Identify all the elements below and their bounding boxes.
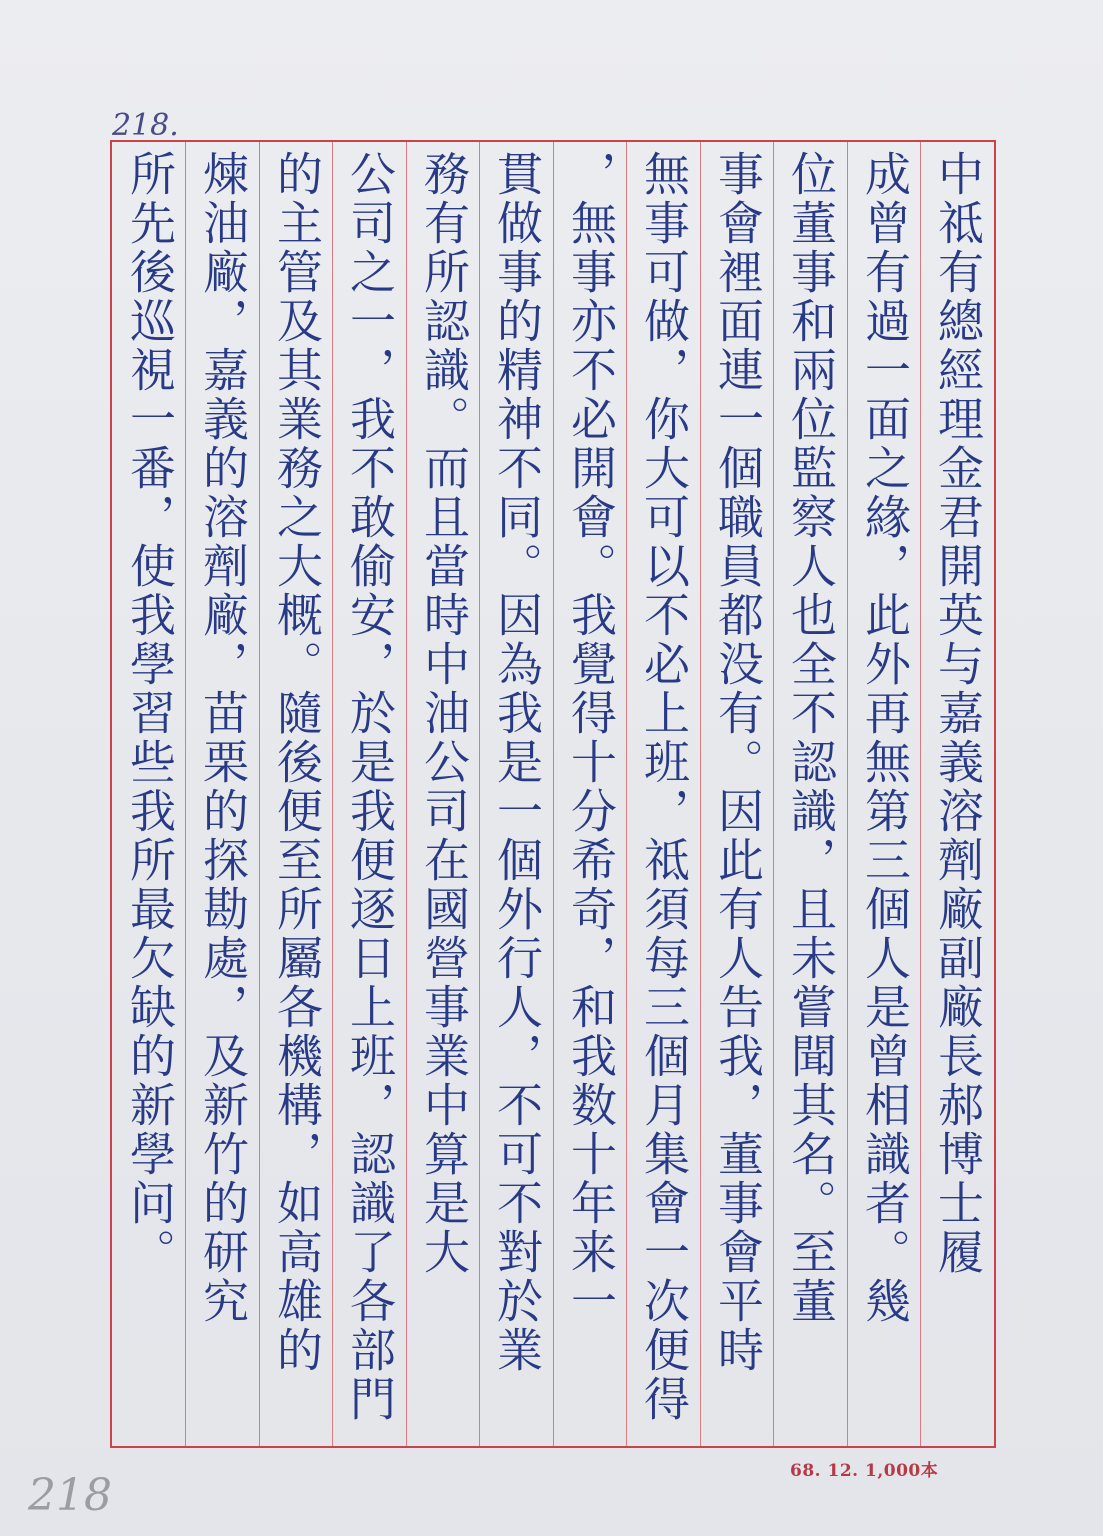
text-column-12: 所先後巡視一番，使我學習些我所最欠缺的新學问。 (123, 150, 177, 1277)
page-number-bottom: 218 (28, 1470, 112, 1521)
text-column-2: 成曾有過一面之緣，此外再無第三個人是曾相識者。幾 (858, 150, 912, 1326)
print-note: 68. 12. 1,000本 (790, 1461, 939, 1481)
text-column-4: 事會裡面連一個職員都没有。因此有人告我，董事會平時 (711, 150, 765, 1375)
page-number-top: 218. (112, 108, 179, 143)
text-column-7: 貫做事的精神不同。因為我是一個外行人，不可不對於業 (490, 150, 544, 1375)
text-column-8: 務有所認識。而且當時中油公司在國營事業中算是大 (417, 150, 471, 1277)
text-column-10: 的主管及其業務之大概。隨後便至所屬各機構，如高雄的 (270, 150, 324, 1375)
text-column-9: 公司之一，我不敢偷安，於是我便逐日上班，認識了各部門 (343, 150, 397, 1424)
text-column-11: 煉油廠，嘉義的溶劑廠，苗栗的探勘處，及新竹的研究 (196, 150, 250, 1326)
text-column-5: 無事可做，你大可以不必上班，祗須每三個月集會一次便得 (637, 150, 691, 1424)
manuscript-grid (110, 140, 996, 1448)
text-column-3: 位董事和兩位監察人也全不認識，且未嘗聞其名。至董 (784, 150, 838, 1326)
text-column-1: 中祗有總經理金君開英与嘉義溶劑廠副廠長郝博士履 (931, 150, 985, 1277)
text-column-6: ，無事亦不必開會。我覺得十分希奇，和我数十年来一 (564, 150, 618, 1326)
